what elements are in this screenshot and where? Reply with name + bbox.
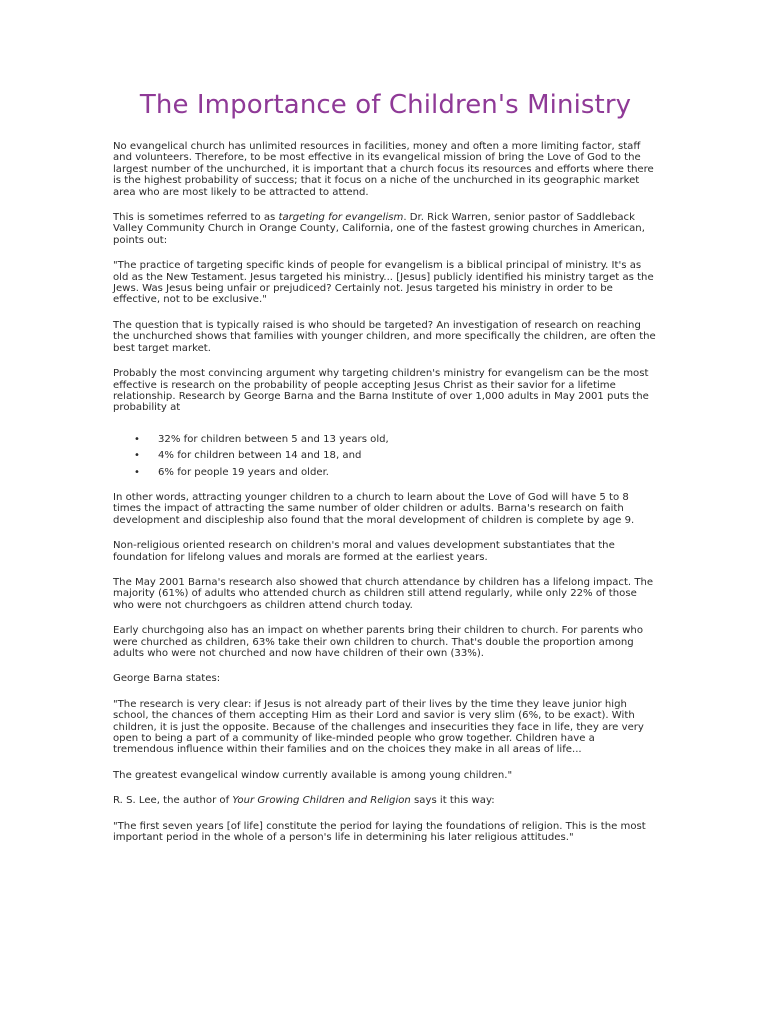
page-title: The Importance of Children's Ministry bbox=[139, 90, 632, 120]
list-item-text: 6% for people 19 years and older. bbox=[158, 466, 329, 478]
paragraph-barna-quote: "The research is very clear: if Jesus is not already part of their lives by the time they leave junior high school, the chances of them accepting Him as their Lord and savior is very slim (6%, to be exact). With children, it is just the opposite. Because of the challenges and insecurities they face in life, they are very open to being a part of a community of like-minded people who grow together. Children have a tremendous influence within their families and on the choices they make in all areas of life... bbox=[113, 698, 644, 756]
list-item-text: 4% for children between 14 and 18, and bbox=[158, 450, 362, 462]
paragraph-text: . Dr. Rick Warren, senior pastor of Saddleback Valley Community Church in Orange County, California, one of the fastest growing churches in American, points out: bbox=[113, 212, 645, 246]
document-page bbox=[113, 88, 658, 857]
emphasis-text: targeting for evangelism bbox=[278, 212, 404, 224]
paragraph-text: R. S. Lee, the author of bbox=[113, 795, 233, 807]
paragraph-in-other-words: In other words, attracting younger children to a church to learn about the Love of God will have 5 to 8 times the impact of attracting the same number of older children or adults. Barna's research on faith development and discipleship also found that the moral development of children is complete by age 9. bbox=[113, 491, 635, 526]
paragraph-attendance: The May 2001 Barna's research also showed that church attendance by children has a lifelong impact. The majority (61%) of adults who attended church as children still attend regularly, while only 22% of those who were not churchgoers as children attend church today. bbox=[113, 576, 654, 611]
bullet-icon: • bbox=[134, 466, 140, 478]
paragraph-question: The question that is typically raised is who should be targeted? An investigation of research on reaching the unchurched shows that families with younger children, and more specifically the children, are often the best target market. bbox=[113, 319, 656, 354]
paragraph-text: says it this way: bbox=[410, 795, 495, 807]
bullet-icon: • bbox=[134, 450, 140, 462]
paragraph-intro: No evangelical church has unlimited resources in facilities, money and often a more limiting factor, staff and volunteers. Therefore, to be most effective in its evangelical mission of bring the Love of God to the largest number of the unchurched, it is important that a church focus its resources and efforts where there is the highest probability of success; that it focus on a niche of the unchurched in its geographic market area who are most likely to be attracted to attend. bbox=[113, 141, 654, 198]
paragraph-targeting bbox=[113, 212, 658, 246]
paragraph-early-churchgoing: Early churchgoing also has an impact on whether parents bring their children to church. For parents who were churched as children, 63% take their own children to church. That's double the proportion among adults who were not churched and now have children of their own (33%). bbox=[113, 625, 644, 659]
paragraph-non-religious: Non-religious oriented research on children's moral and values development substantiates that the foundation for lifelong values and morals are formed at the earliest years. bbox=[113, 540, 615, 563]
paragraph-lee-intro bbox=[113, 795, 658, 806]
list-item bbox=[134, 466, 658, 478]
paragraph-lee-quote: "The first seven years [of life] constitute the period for laying the foundations of religion. This is the most important period in the whole of a person's life in determining his later religious attitudes." bbox=[113, 820, 646, 844]
paragraph-warren-quote: "The practice of targeting specific kinds of people for evangelism is a biblical principal of ministry. It's as old as the New Testament. Jesus targeted his ministry... [Jesus] publicly identified his ministry target as the Jews. Was Jesus being unfair or prejudiced? Certainly not. Jesus targeted his ministry in order to be effective, not to be exclusive." bbox=[113, 260, 654, 306]
list-item bbox=[134, 450, 658, 462]
list-item bbox=[134, 433, 658, 445]
bullet-icon: • bbox=[134, 433, 140, 445]
paragraph-barna-research: Probably the most convincing argument why targeting children's ministry for evangelism can be the most effective is research on the probability of people accepting Jesus Christ as their savior for a lifetime relationship. Research by George Barna and the Barna Institute of over 1,000 adults in May 2001 puts the probability at bbox=[113, 368, 649, 414]
list-item-text: 32% for children between 5 and 13 years old, bbox=[158, 433, 389, 445]
book-title: Your Growing Children and Religion bbox=[232, 795, 411, 807]
paragraph-text: This is sometimes referred to as bbox=[113, 212, 279, 224]
paragraph-window: The greatest evangelical window currently available is among young children." bbox=[113, 769, 513, 781]
paragraph-barna-states: George Barna states: bbox=[113, 673, 221, 685]
probability-list bbox=[113, 428, 658, 478]
